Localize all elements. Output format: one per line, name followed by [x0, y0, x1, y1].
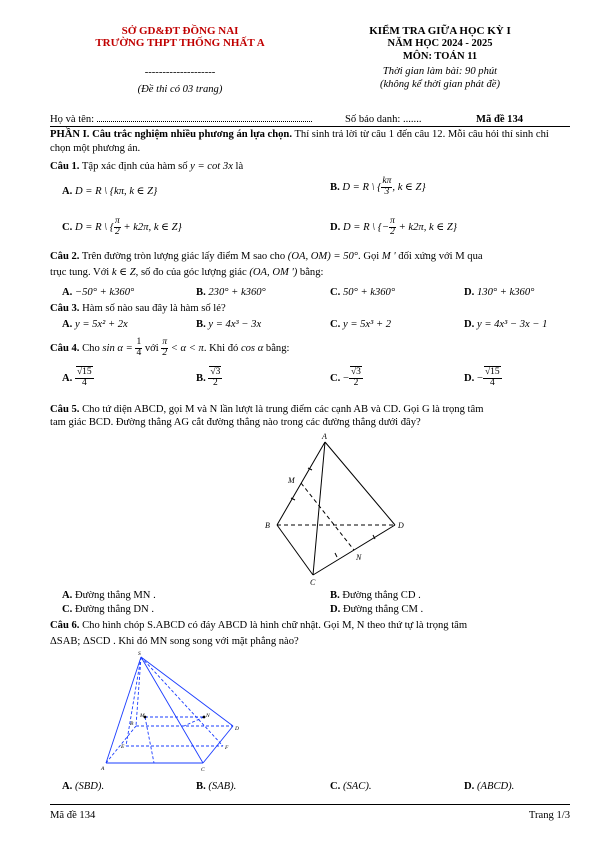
label-A: A	[322, 432, 327, 441]
q6-option-a[interactable]	[62, 780, 104, 794]
q5-a-text: Đường thẳng MN .	[74, 590, 156, 601]
label-N: N	[206, 713, 210, 719]
frac-den: 2	[390, 226, 395, 237]
option-letter: B.	[196, 287, 206, 298]
edge-AD	[325, 442, 395, 525]
q1-c-pre: D = R \ {	[74, 221, 115, 233]
student-name-field[interactable]	[50, 113, 312, 127]
q4-t4: bằng:	[263, 342, 290, 354]
q1-label: Câu 1.	[50, 161, 80, 172]
minus-sign: −	[342, 372, 349, 384]
frac-num: √3	[350, 367, 361, 377]
q5-option-c[interactable]	[62, 603, 154, 617]
q5-d-text: Đường thẳng CM .	[342, 604, 424, 615]
q2-option-a[interactable]	[62, 286, 134, 300]
q1-text: Tập xác định của hàm số	[79, 161, 191, 172]
label-N: N	[356, 553, 362, 562]
label-E: E	[121, 744, 125, 750]
label-M: M	[288, 476, 295, 485]
q1-option-d[interactable]	[330, 217, 457, 238]
school-name: TRƯỜNG THPT THỐNG NHẤT A	[95, 37, 265, 49]
q4-option-d[interactable]	[464, 368, 502, 389]
q4-stem	[50, 338, 289, 359]
time-limit: Thời gian làm bài: 90 phút	[382, 66, 498, 77]
option-letter: C.	[330, 372, 341, 384]
q4-t1: Cho	[79, 342, 103, 354]
q6-label: Câu 6.	[50, 620, 80, 631]
footer-code: Mã đề 134	[50, 810, 96, 821]
q6-b-text: (SAB).	[208, 781, 237, 792]
frac-num: √15	[76, 367, 92, 377]
frac-den: 2	[162, 347, 168, 358]
q3-option-c[interactable]	[330, 318, 391, 332]
q2-text2: . Gọi	[358, 251, 382, 262]
minus-sign: −	[476, 372, 483, 384]
label-D: D	[398, 521, 404, 530]
q2-stem	[50, 250, 575, 264]
q3-c-text: y = 5x³ + 2	[342, 319, 392, 330]
q6-d-text: (ABCD).	[476, 781, 515, 792]
q2-option-d[interactable]	[464, 286, 534, 300]
q3-label: Câu 3.	[50, 303, 80, 314]
q6-stem-line2: ΔSAB; ΔSCD . Khi đó MN song song với mặt phẳng nào?	[50, 636, 299, 647]
frac-den: 4	[489, 377, 495, 388]
student-name-label: Họ và tên:	[50, 114, 97, 125]
q5-label: Câu 5.	[50, 404, 80, 415]
department-name: SỞ GD&ĐT ĐỒNG NAI	[121, 25, 239, 37]
frac-num: π	[115, 216, 120, 226]
option-letter: A.	[62, 590, 73, 601]
option-letter: C.	[62, 604, 73, 615]
q4-m3: cos α	[240, 342, 264, 354]
q2-l2c: bằng:	[297, 267, 324, 278]
q1-tail: là	[232, 161, 244, 172]
q1-d-frac	[389, 217, 396, 238]
q4-option-b[interactable]	[196, 368, 222, 389]
q6-option-c[interactable]	[330, 780, 372, 794]
q6-a-text: (SBD).	[74, 781, 105, 792]
option-letter: A.	[62, 319, 73, 330]
q3-text: Hàm số nào sau đây là hàm số lẻ?	[79, 303, 226, 314]
q4-a-frac	[75, 368, 94, 389]
q5-option-d[interactable]	[330, 603, 423, 617]
option-letter: C.	[62, 221, 73, 233]
q4-m2: < α < π	[168, 342, 204, 354]
label-S: S	[138, 651, 141, 657]
q3-stem	[50, 302, 226, 316]
option-letter: B.	[196, 372, 206, 384]
frac-den: 4	[81, 377, 87, 388]
edge-SB	[141, 657, 203, 763]
pyramid-figure	[100, 650, 260, 775]
q5-stem-line2: tam giác BCD. Đường thẳng AG cắt đường thẳng nào trong các đường thẳng dưới đây?	[50, 417, 421, 428]
q4-d-frac	[483, 368, 502, 389]
q2-option-c[interactable]	[330, 286, 395, 300]
option-letter: A.	[62, 372, 73, 384]
tick-mark	[335, 553, 337, 557]
option-letter: A.	[62, 781, 73, 792]
label-B: B	[265, 521, 270, 530]
q2-stem-line2	[50, 266, 323, 280]
time-note: (không kể thời gian phát đề)	[379, 79, 501, 90]
option-letter: D.	[464, 287, 475, 298]
option-letter: D.	[464, 781, 475, 792]
q2-c-text: 50° + k360°	[342, 287, 396, 298]
q5-c-text: Đường thẳng DN .	[74, 604, 154, 615]
edge-SC	[141, 657, 233, 726]
median-hidden	[184, 717, 204, 726]
q3-option-a[interactable]	[62, 318, 128, 332]
q5-option-b[interactable]	[330, 589, 421, 603]
median-hidden	[145, 717, 154, 763]
header-divider: --------------------	[144, 67, 216, 78]
option-letter: B.	[196, 781, 206, 792]
q2-l2a: trục tung. Với	[50, 267, 112, 278]
point-N	[203, 716, 206, 719]
header-rule	[50, 126, 570, 127]
line-SF-hidden	[141, 657, 223, 746]
option-letter: B.	[196, 319, 206, 330]
option-letter: D.	[464, 319, 475, 330]
frac-num: √15	[484, 367, 500, 377]
frac-num: kπ	[382, 176, 392, 186]
exam-title: KIỂM TRA GIỮA HỌC KỲ I	[369, 25, 511, 37]
q2-math1: (OA, OM) = 50°	[287, 251, 359, 262]
q6-option-b[interactable]	[196, 780, 236, 794]
label-F: F	[225, 745, 229, 751]
q2-d-text: 130° + k360°	[476, 287, 535, 298]
q1-math: y = cot 3x	[190, 161, 233, 172]
option-letter: B.	[330, 181, 340, 193]
candidate-number: Số báo danh: .......	[345, 114, 422, 125]
part1-instructions	[50, 128, 570, 156]
q1-option-c[interactable]	[62, 217, 182, 238]
q3-d-text: y = 4x³ − 3x − 1	[476, 319, 548, 330]
part1-intro: Thí sinh trả lời từ câu 1 đến câu 12. Mỗi câu hỏi thí sinh chỉ chọn một phương án.	[50, 129, 549, 154]
frac-den: 2	[115, 226, 120, 237]
q1-b-frac	[381, 177, 392, 198]
tetrahedron-figure	[255, 430, 415, 590]
q1-b-pre: D = R \ {	[342, 181, 382, 193]
q4-label: Câu 4.	[50, 342, 80, 354]
q2-l2m2: (OA, OM ')	[249, 267, 298, 278]
frac-num: π	[390, 216, 395, 226]
label-M: M	[140, 713, 145, 719]
q3-a-text: y = 5x² + 2x	[74, 319, 128, 330]
frac-den: 4	[136, 347, 142, 358]
q4-m1: sin α =	[102, 342, 136, 354]
q3-option-b[interactable]	[196, 318, 261, 332]
segment-MN-hidden	[301, 483, 354, 550]
option-letter: D.	[464, 372, 475, 384]
page-count-note: (Đề thi có 03 trang)	[137, 84, 223, 95]
q1-b-post: , k ∈ Z}	[392, 181, 426, 193]
label-A: A	[101, 766, 105, 772]
q5-stem	[50, 403, 575, 417]
label-D: D	[235, 726, 239, 732]
exam-code: Mã đề 134	[476, 114, 524, 125]
option-letter: B.	[330, 590, 340, 601]
subject: MÔN: TOÁN 11	[402, 51, 478, 62]
q6-c-text: (SAC).	[342, 781, 372, 792]
q5-option-a[interactable]	[62, 589, 156, 603]
option-letter: D.	[330, 221, 341, 233]
q2-option-b[interactable]	[196, 286, 266, 300]
frac-num: π	[162, 337, 168, 347]
student-name-blank[interactable]	[97, 121, 312, 122]
q2-l2m: k ∈ Z	[111, 267, 136, 278]
frac-den: 2	[212, 377, 218, 388]
frac-den: 2	[353, 377, 359, 388]
option-letter: C.	[330, 781, 341, 792]
q1-a-text: D = R \ {kπ, k ∈ Z}	[74, 186, 158, 197]
q3-option-d[interactable]	[464, 318, 547, 332]
label-C: C	[201, 767, 205, 773]
q4-t3: . Khi đó	[203, 342, 241, 354]
q1-option-a[interactable]	[62, 185, 157, 199]
part1-title: PHẦN I. Câu trắc nghiệm nhiều phương án lựa chọn.	[50, 129, 292, 140]
q6-option-d[interactable]	[464, 780, 514, 794]
option-letter: D.	[330, 604, 341, 615]
q2-text3: đối xứng với M qua	[395, 251, 483, 262]
line-SE-hidden	[126, 657, 141, 746]
school-year: NĂM HỌC 2024 - 2025	[387, 38, 493, 49]
q5-text1: Cho tứ diện ABCD, gọi M và N lần lượt là trung điểm các cạnh AB và CD. Gọi G là trọng tâm	[79, 404, 484, 415]
q2-b-text: 230° + k360°	[208, 287, 266, 298]
q4-option-a[interactable]	[62, 368, 94, 389]
frac-den: 3	[384, 186, 390, 197]
q1-stem	[50, 160, 243, 174]
q2-math2: M '	[381, 251, 396, 262]
footer-rule	[50, 804, 570, 805]
q5-b-text: Đường thẳng CD .	[342, 590, 421, 601]
option-letter: A.	[62, 186, 73, 197]
q4-b-frac	[208, 368, 222, 389]
q2-label: Câu 2.	[50, 251, 80, 262]
q4-c-frac	[349, 368, 363, 389]
q1-c-frac	[114, 217, 121, 238]
frac-num: √3	[210, 367, 221, 377]
q3-b-text: y = 4x³ − 3x	[208, 319, 262, 330]
option-letter: C.	[330, 287, 341, 298]
label-C: C	[310, 578, 316, 587]
q2-l2b: , số đo của góc lượng giác	[135, 267, 250, 278]
q6-stem	[50, 619, 575, 633]
edge-AC	[313, 442, 325, 575]
footer-page: Trang 1/3	[528, 810, 570, 821]
option-letter: C.	[330, 319, 341, 330]
frac-num: 1	[136, 337, 142, 347]
q2-a-text: −50° + k360°	[74, 287, 135, 298]
q1-c-post: + k2π, k ∈ Z}	[120, 221, 182, 233]
q1-d-pre: D = R \ {−	[342, 221, 390, 233]
q2-text1: Trên đường tròn lượng giác lấy điểm M sao cho	[79, 251, 288, 262]
edge-BC	[277, 525, 313, 575]
option-letter: A.	[62, 287, 73, 298]
label-B: B	[130, 721, 134, 727]
q1-d-post: + k2π, k ∈ Z}	[395, 221, 457, 233]
q4-option-c[interactable]	[330, 368, 363, 389]
q4-t2: với	[142, 342, 162, 354]
q1-option-b[interactable]	[330, 177, 426, 198]
q6-text1: Cho hình chóp S.ABCD có đáy ABCD là hình chữ nhật. Gọi M, N theo thứ tự là trọng tâm	[79, 620, 468, 631]
edge-BC	[203, 726, 233, 763]
